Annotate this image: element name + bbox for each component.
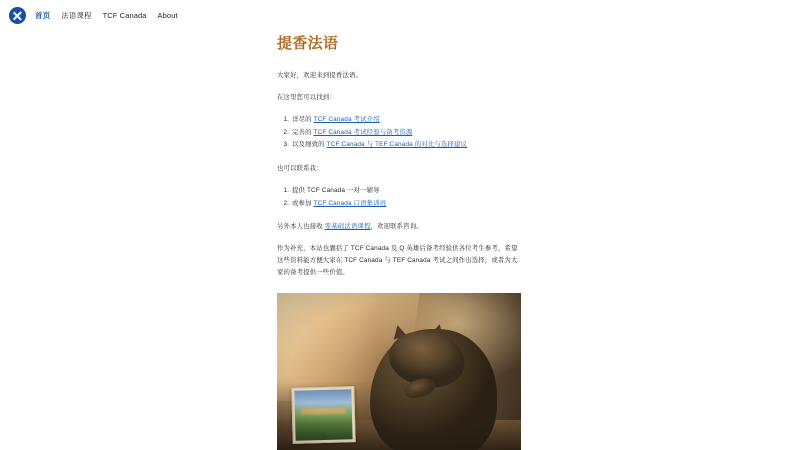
list-item-prefix: 完善的 [292,128,312,136]
contact-prefix: 另外本人也接收 [277,223,325,231]
list-item [291,127,523,139]
top-navbar [0,0,800,31]
link-tcf-experience[interactable]: TCF Canada 考试经验与备考资源 [313,128,413,136]
list-item [291,139,523,151]
contact-suffix: ，欢迎联系咨询。 [370,223,423,231]
link-beginner-course[interactable]: 零基础法语课程 [324,223,371,231]
list-item-prefix: 或参加 [292,199,314,207]
contact-paragraph [277,221,523,232]
nav-link-french-courses[interactable]: 法语课程 [61,10,92,20]
nav-link-home[interactable]: 首页 [35,10,51,20]
link-tcf-vs-tef[interactable]: TCF Canada 与 TEF Canada 的对比与选择建议 [326,141,468,149]
page-title: 提香法语 [277,35,339,52]
list-item-prefix: 以及细致的 [292,141,325,149]
list-item [291,198,523,210]
sunlit-cat-photo [277,293,521,450]
photo-vignette [277,293,521,450]
link-tcf-intro[interactable]: TCF Canada 考试介绍 [313,116,380,124]
offerings-list [277,114,523,151]
nav-link-tcf-canada[interactable]: TCF Canada [102,10,147,20]
photo-layers [277,293,521,450]
list-item-prefix: 详尽的 [292,116,312,124]
list-item [291,185,523,197]
closing-paragraph: 作为补充，本站也囊括了 TCF Canada 及 Q 英雄后备考经验供各位考生参考，希望这些资料能方便大家在 TCF Canada 与 TEF Canada 考试之间作出选择，或者为大家的备考提供一些价值。 [277,245,518,276]
list-item [291,114,523,126]
list-item-text: 提供 TCF Canada 一对一辅导 [292,187,380,195]
link-speaking-bootcamp[interactable]: TCF Canada 口语集训班 [313,199,387,207]
nav-links [35,12,178,20]
main-content [277,31,523,450]
intro-paragraph: 大家好，欢迎来到提香法语。 [277,72,363,79]
services-list [277,185,523,210]
section2-lead: 也可以联系我： [277,164,323,172]
section1-lead: 在这里您可以找到： [277,94,336,102]
x-circle-logo-icon[interactable] [9,7,26,24]
nav-link-about[interactable]: About [157,10,178,20]
